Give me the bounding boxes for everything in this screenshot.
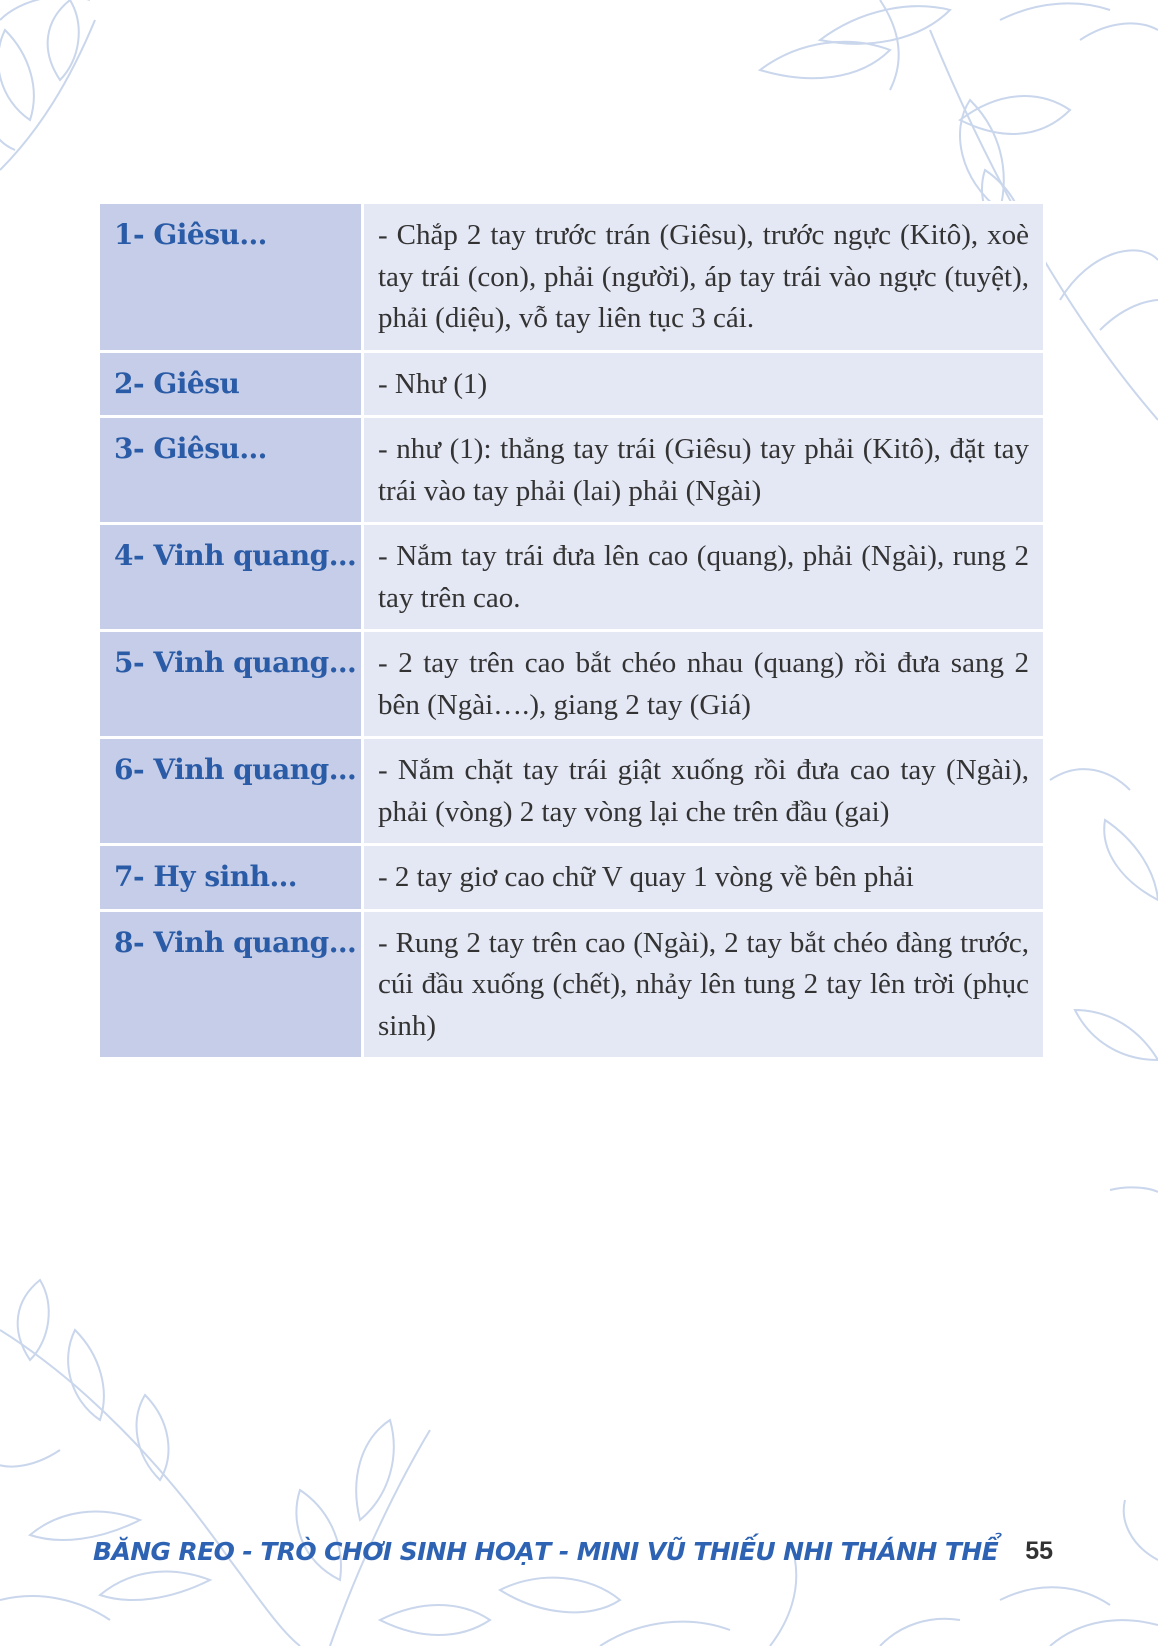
gestures-table-container xyxy=(97,201,1046,1060)
page-footer xyxy=(93,1537,1053,1577)
table-row xyxy=(99,738,1045,845)
row-label: 6- Vinh quang… xyxy=(99,738,363,845)
row-description: - Chắp 2 tay trước trán (Giêsu), trước ngực (Kitô), xoè tay trái (con), phải (người), áp tay trái vào ngực (tuyệt), phải (diệu), vỗ tay liên tục 3 cái. xyxy=(363,203,1045,352)
leaf-decor-topleft xyxy=(0,20,95,170)
row-label: 4- Vinh quang… xyxy=(99,524,363,631)
table-row xyxy=(99,910,1045,1059)
table-row xyxy=(99,351,1045,417)
row-label: 2- Giêsu xyxy=(99,351,363,417)
gestures-table-body xyxy=(99,203,1045,1059)
row-label: 1- Giêsu… xyxy=(99,203,363,352)
table-row xyxy=(99,845,1045,911)
row-description: - 2 tay trên cao bắt chéo nhau (quang) rồi đưa sang 2 bên (Ngài….), giang 2 tay (Giá) xyxy=(363,631,1045,738)
table-row xyxy=(99,417,1045,524)
leaf-decor-bottomleft xyxy=(0,1330,300,1646)
row-description: - 2 tay giơ cao chữ V quay 1 vòng về bên phải xyxy=(363,845,1045,911)
row-description: - Như (1) xyxy=(363,351,1045,417)
page-number: 55 xyxy=(1025,1537,1053,1565)
row-description: - như (1): thẳng tay trái (Giêsu) tay phải (Kitô), đặt tay trái vào tay phải (lai) phải (Ngài) xyxy=(363,417,1045,524)
table-row xyxy=(99,524,1045,631)
row-label: 3- Giêsu… xyxy=(99,417,363,524)
row-label: 7- Hy sinh… xyxy=(99,845,363,911)
table-row xyxy=(99,631,1045,738)
book-title: BĂNG REO - TRÒ CHƠI SINH HOẠT - MINI VŨ THIẾU NHI THÁNH THỂ xyxy=(93,1537,999,1566)
gestures-table xyxy=(97,201,1046,1060)
row-description: - Nắm chặt tay trái giật xuống rồi đưa cao tay (Ngài), phải (vòng) 2 tay vòng lại che trên đầu (gai) xyxy=(363,738,1045,845)
row-description: - Nắm tay trái đưa lên cao (quang), phải (Ngài), rung 2 tay trên cao. xyxy=(363,524,1045,631)
row-label: 5- Vinh quang… xyxy=(99,631,363,738)
row-label: 8- Vinh quang… xyxy=(99,910,363,1059)
row-description: - Rung 2 tay trên cao (Ngài), 2 tay bắt chéo đàng trước, cúi đầu xuống (chết), nhảy lên tung 2 tay lên trời (phục sinh) xyxy=(363,910,1045,1059)
table-row xyxy=(99,203,1045,352)
